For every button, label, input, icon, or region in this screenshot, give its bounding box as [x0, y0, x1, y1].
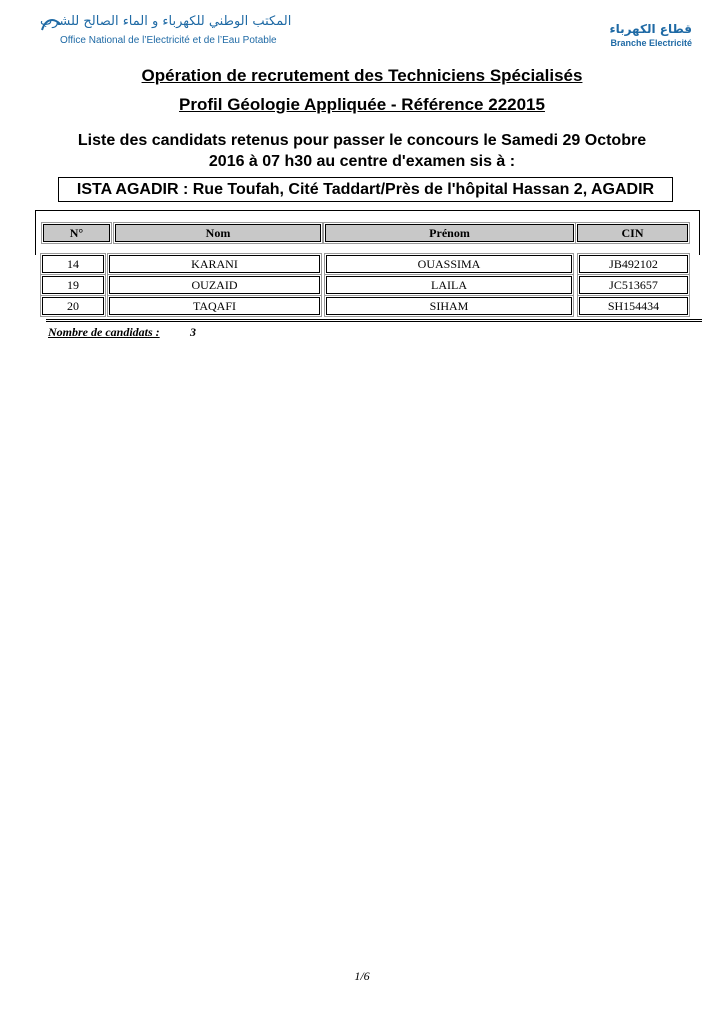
cell-nom: TAQAFI [109, 297, 320, 315]
document-subtitle [60, 130, 664, 172]
branch-arabic-name: قطاع الكهرباء [609, 22, 692, 36]
cell-prenom: LAILA [326, 276, 572, 294]
document-profile: Profil Géologie Appliquée - Référence 222015 [179, 95, 545, 114]
column-header-cin: CIN [577, 224, 688, 242]
column-header-prenom: Prénom [325, 224, 574, 242]
logo-swash-icon [40, 16, 62, 34]
candidate-count-value: 3 [190, 325, 196, 339]
subtitle-line-2: 2016 à 07 h30 au centre d'examen sis à : [208, 153, 516, 170]
exam-center-box: ISTA AGADIR : Rue Toufah, Cité Taddart/Près de l'hôpital Hassan 2, AGADIR [58, 177, 673, 202]
column-header-nom: Nom [115, 224, 321, 242]
subtitle-line-1: Liste des candidats retenus pour passer le concours le Samedi 29 Octobre [77, 132, 647, 149]
onee-logo [40, 14, 310, 46]
cell-prenom: SIHAM [326, 297, 572, 315]
cell-prenom: OUASSIMA [326, 255, 572, 273]
cell-cin: SH154434 [579, 297, 688, 315]
cell-cin: JC513657 [579, 276, 688, 294]
cell-nom: KARANI [109, 255, 320, 273]
document-title: Opération de recrutement des Techniciens Spécialisés [141, 66, 583, 85]
onee-arabic-name: المكتب الوطني للكهرباء و الماء الصالح للشرب [40, 14, 292, 29]
column-header-number: N° [43, 224, 110, 242]
cell-number: 19 [42, 276, 104, 294]
candidate-count-label: Nombre de candidats : [48, 325, 160, 339]
cell-cin: JB492102 [579, 255, 688, 273]
cell-number: 14 [42, 255, 104, 273]
table-bottom-rule [46, 319, 702, 320]
cell-nom: OUZAID [109, 276, 320, 294]
onee-french-name: Office National de l’Electricité et de l’Eau Potable [60, 35, 277, 46]
page-number: 1/6 [354, 969, 370, 983]
branch-logo [609, 22, 692, 48]
table-bottom-rule-double [46, 321, 702, 322]
cell-number: 20 [42, 297, 104, 315]
branch-french-name: Branche Electricité [610, 38, 692, 48]
